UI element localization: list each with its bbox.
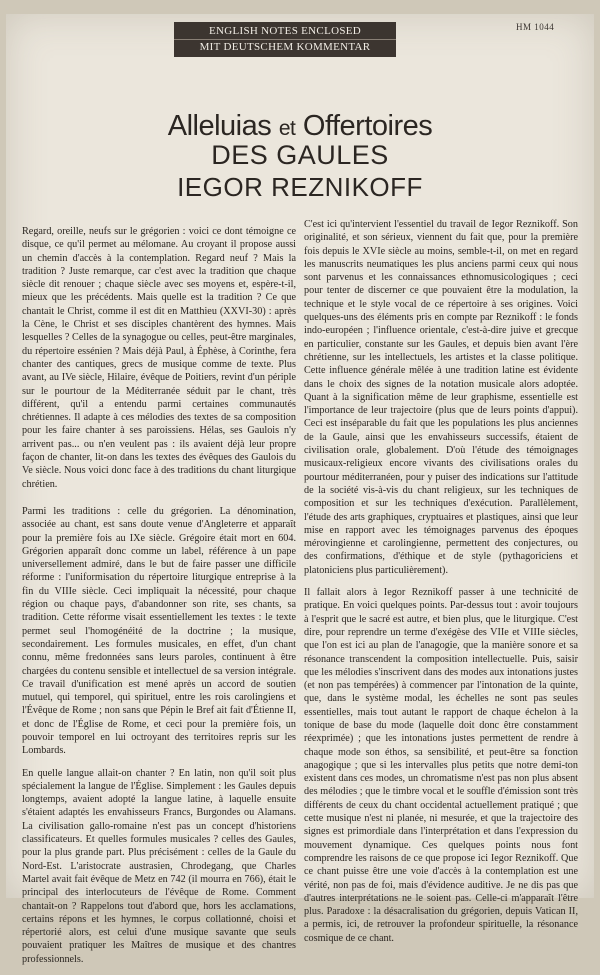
paragraph: Parmi les traditions : celle du grégorien. La dénomination, associée au chant, est sans doute venue d'Angleterre et apparaît pour la première fois au IXe siècle. Grégoire était mort en 604. Grégorien apparaît donc comme un label, référence à un pape universellement admiré, dans le but de faire passer une difficile réforme : l'uniformisation du répertoire liturgique entreprise à la fin du VIIIe siècle. Ceci impliquait la nécessité, pour chaque région ou chaque pays, d'abandonner son rite, ses chants, sa tradition. Cette réforme visait essentiellement les textes : le texte permet seul l'homogénéité de la doctrine ; la musique, secondairement. Les formules musicales, en effet, d'un chant connu, même fredonnées sans leurs paroles, continuent à être chargées du contenu sensible et intellectuel de sa version intégrale. Ce travail d'unification est mené après un accord de soutien mutuel, qui temporel, qui spirituel, entre les rois carolingiens et l'Évêque de Rome ; non sans que Pépin le Bref ait fait d'Étienne II, et donc de l'Église de Rome, et ceci pour la première fois, un pouvoir temporel en lui octroyant des territoires repris sur les Lombards.	[22, 505, 296, 757]
title-offertoires: Offertoires	[302, 110, 433, 142]
paragraph: C'est ici qu'intervient l'essentiel du travail de Iegor Reznikoff. Son originalité, et son sérieux, viennent du fait que, pour la première fois depuis le XVIe siècle au moins, semble-t-il, on met en regard les manuscrits neumatiques les plus anciens parmi ceux qui nous sont parvenus et les connaissances ethnomusicologiques ; ceci pour tenter de discerner ce que pouvaient être la modulation, la technique et le style vocal de ce répertoire à ses origines. Voici quelques-uns des éléments pris en compte par Reznikoff : le fonds indo-européen ; l'influence orientale, c'est-à-dire juive et grecque en particulier, constante sur les Gaules, et depuis bien avant l'ère chrétienne, sur les intellectuels, les artistes et la classe politique. Cette influence générale mêlée à une tradition latine est évidente dans le choix des signes de la notation musicale alors adoptée. Quant à la signification même de leur graphisme, essentielle est l'importance de leur trajectoire (plus que de leurs points d'appui). Ceci est inséparable du fait que les populations les plus anciennes de la Gaule, ainsi que les envahisseurs successifs, étaient de civilisation orale, globalement. D'où l'étude des témoignages musicaux-religieux encore vivants des civilisations orales du pourtour méditerranéen, pour y puiser des indications sur l'attitude de la société vis-à-vis du chant religieux, sur les techniques de composition et sur les techniques d'exécution. Parallèlement, l'étude des arts graphiques, cryptuaires et plastiques, ainsi que leur mise en rapport avec les témoignages parvenus des époques mérovingienne et carolingienne, permettent des conjectures, ou des confirmations, d'éthique et de style (pythagoriciens et platoniciens plus particulièrement).	[304, 219, 578, 576]
title-line-1	[0, 110, 600, 143]
title-alleluias: Alleluias	[167, 110, 272, 142]
paragraph: En quelle langue allait-on chanter ? En latin, non qu'il soit plus spécialement la langue de l'Église. Simplement : les Gaules depuis longtemps, avaient adopté la langue latine, à laquelle ensuite s'étaient adaptés les envahisseurs Francs, Burgondes ou Alamans. La civilisation gallo-romaine n'est pas un concept d'historiens classificateurs. Et quelles formules musicales ? celles des Gaules, pour la plus grande part. Plus précisément : celles de la Gaule du Nord-Est. L'aristocrate austrasien, Chrodegang, que Charles Martel avait fait évêque de Metz en 742 (il mourra en 766), était le principal des interlocuteurs de l'évêque de Rome. Comment chantait-on ? Rappelons tout d'abord que, hors les acclamations, certains répons et les hymnes, le corpus collationné, choisi et répertorié alors, est celui d'une musique savante que seuls pouvaient pratiquer les Maîtres de musique et des chantres professionnels.	[22, 767, 296, 965]
title-et: et	[278, 117, 296, 140]
left-column	[22, 225, 296, 975]
performer-name: IEGOR REZNIKOFF	[177, 172, 423, 202]
right-column	[304, 218, 578, 954]
banner-english: ENGLISH NOTES ENCLOSED	[208, 25, 362, 37]
banner-german: MIT DEUTSCHEM KOMMENTAR	[174, 39, 396, 55]
paragraph: Il fallait alors à Iegor Reznikoff passer à une technicité de pratique. En voici quelques points. Par-dessus tout : avoir toujours à l'esprit que le sacré est autre, et bien plus, que le liturgique. C'est dire, pour reprendre un terme d'exégèse des VIIe et VIIIe siècles, que l'on est ici au plan de l'anagogie, que la manière sonore et sa résonance transcendent la composition intellectuelle. Puis, saisir que les mélodies s'inscrivent dans des modes aux intonations justes (et non pas tempérées) à commencer par l'intonation de la quinte, que, dans le système modal, les échelles ne sont pas seules essentielles, mais tout autant le rapport de chaque échelon à la tonique de base du mode (laquelle doit donc être constamment réexprimée) ; que les intonations justes permettent de rendre à chaque mode son éthos, sa sensibilité, et peut-être sa fonction anagogique ; que si les intervalles plus petits que notre demi-ton existent dans ces modes, un chromatisme n'est pas non plus absent des mélodies ; que le timbre vocal et le souffle d'émission sont très différents de ceux du chant occidental actuellement pratiqué ; que cette musique n'est ni planée, ni mesurée, et que la trajectoire des signes est primordiale dans l'interprétation et dans l'expression du mouvement dynamique. Ces quelques points nous font comprendre les raisons de ce que propose ici Iegor Reznikoff. Que ce chant puisse être une voie d'accès à la contemplation est une vérité, non pas de foi, mais d'évidence auditive. Je ne dis pas que d'autres interprétations ne le soient pas. Celle-ci m'apparaît l'être plus. Paradoxe : la désacralisation du grégorien, depuis Vatican II, a permis, ici, de retrouver la profondeur spirituelle, la résonance cosmique de ce chant.	[304, 587, 578, 944]
catalog-number: HM 1044	[516, 22, 555, 32]
title-line-2: DES GAULES	[211, 140, 389, 170]
paragraph: Regard, oreille, neufs sur le grégorien : voici ce dont témoigne ce disque, ce qu'il permet au mélomane. Au croyant il propose aussi un chemin d'accès à la contemplation. Regard neuf ? Mais la tradition ? Juste remarque, car c'est avec la tradition que chaque siècle dit renouer ; chaque siècle avec ses moyens et, espère-t-il, mieux que les précédents. Mais quelle est la tradition ? Ce que chantait le Christ, comme il est dit en Matthieu (XXVI-30) : après la Cène, le Christ et ses disciples chantèrent des hymnes. Mais lesquelles ? Celles de la synagogue ou celles, peut-être marginales, du répertoire essénien ? Mais déjà Paul, à Éphèse, à Corinthe, fera chanter des cantiques, grecs de musique comme de texte. Plus avant, au IVe siècle, Hilaire, évêque de Poitiers, revint d'un périple sur le pourtour de la Méditerranée séduit par le chant, très différent, qu'il a entendu parmi certaines communautés chrétiennes. Il adapte à ces mélodies des textes de sa composition pour les faire chanter à ses paroissiens. Hélas, ses Gaulois n'y arrivent pas... ou n'en veulent pas : ils avaient déjà leur propre façon de chanter, lit-on dans les textes des évêques des Gaulois du Ve siècle. Nous voici donc face à des traditions du chant liturgique chrétien.	[22, 226, 296, 490]
language-banner	[174, 22, 396, 57]
